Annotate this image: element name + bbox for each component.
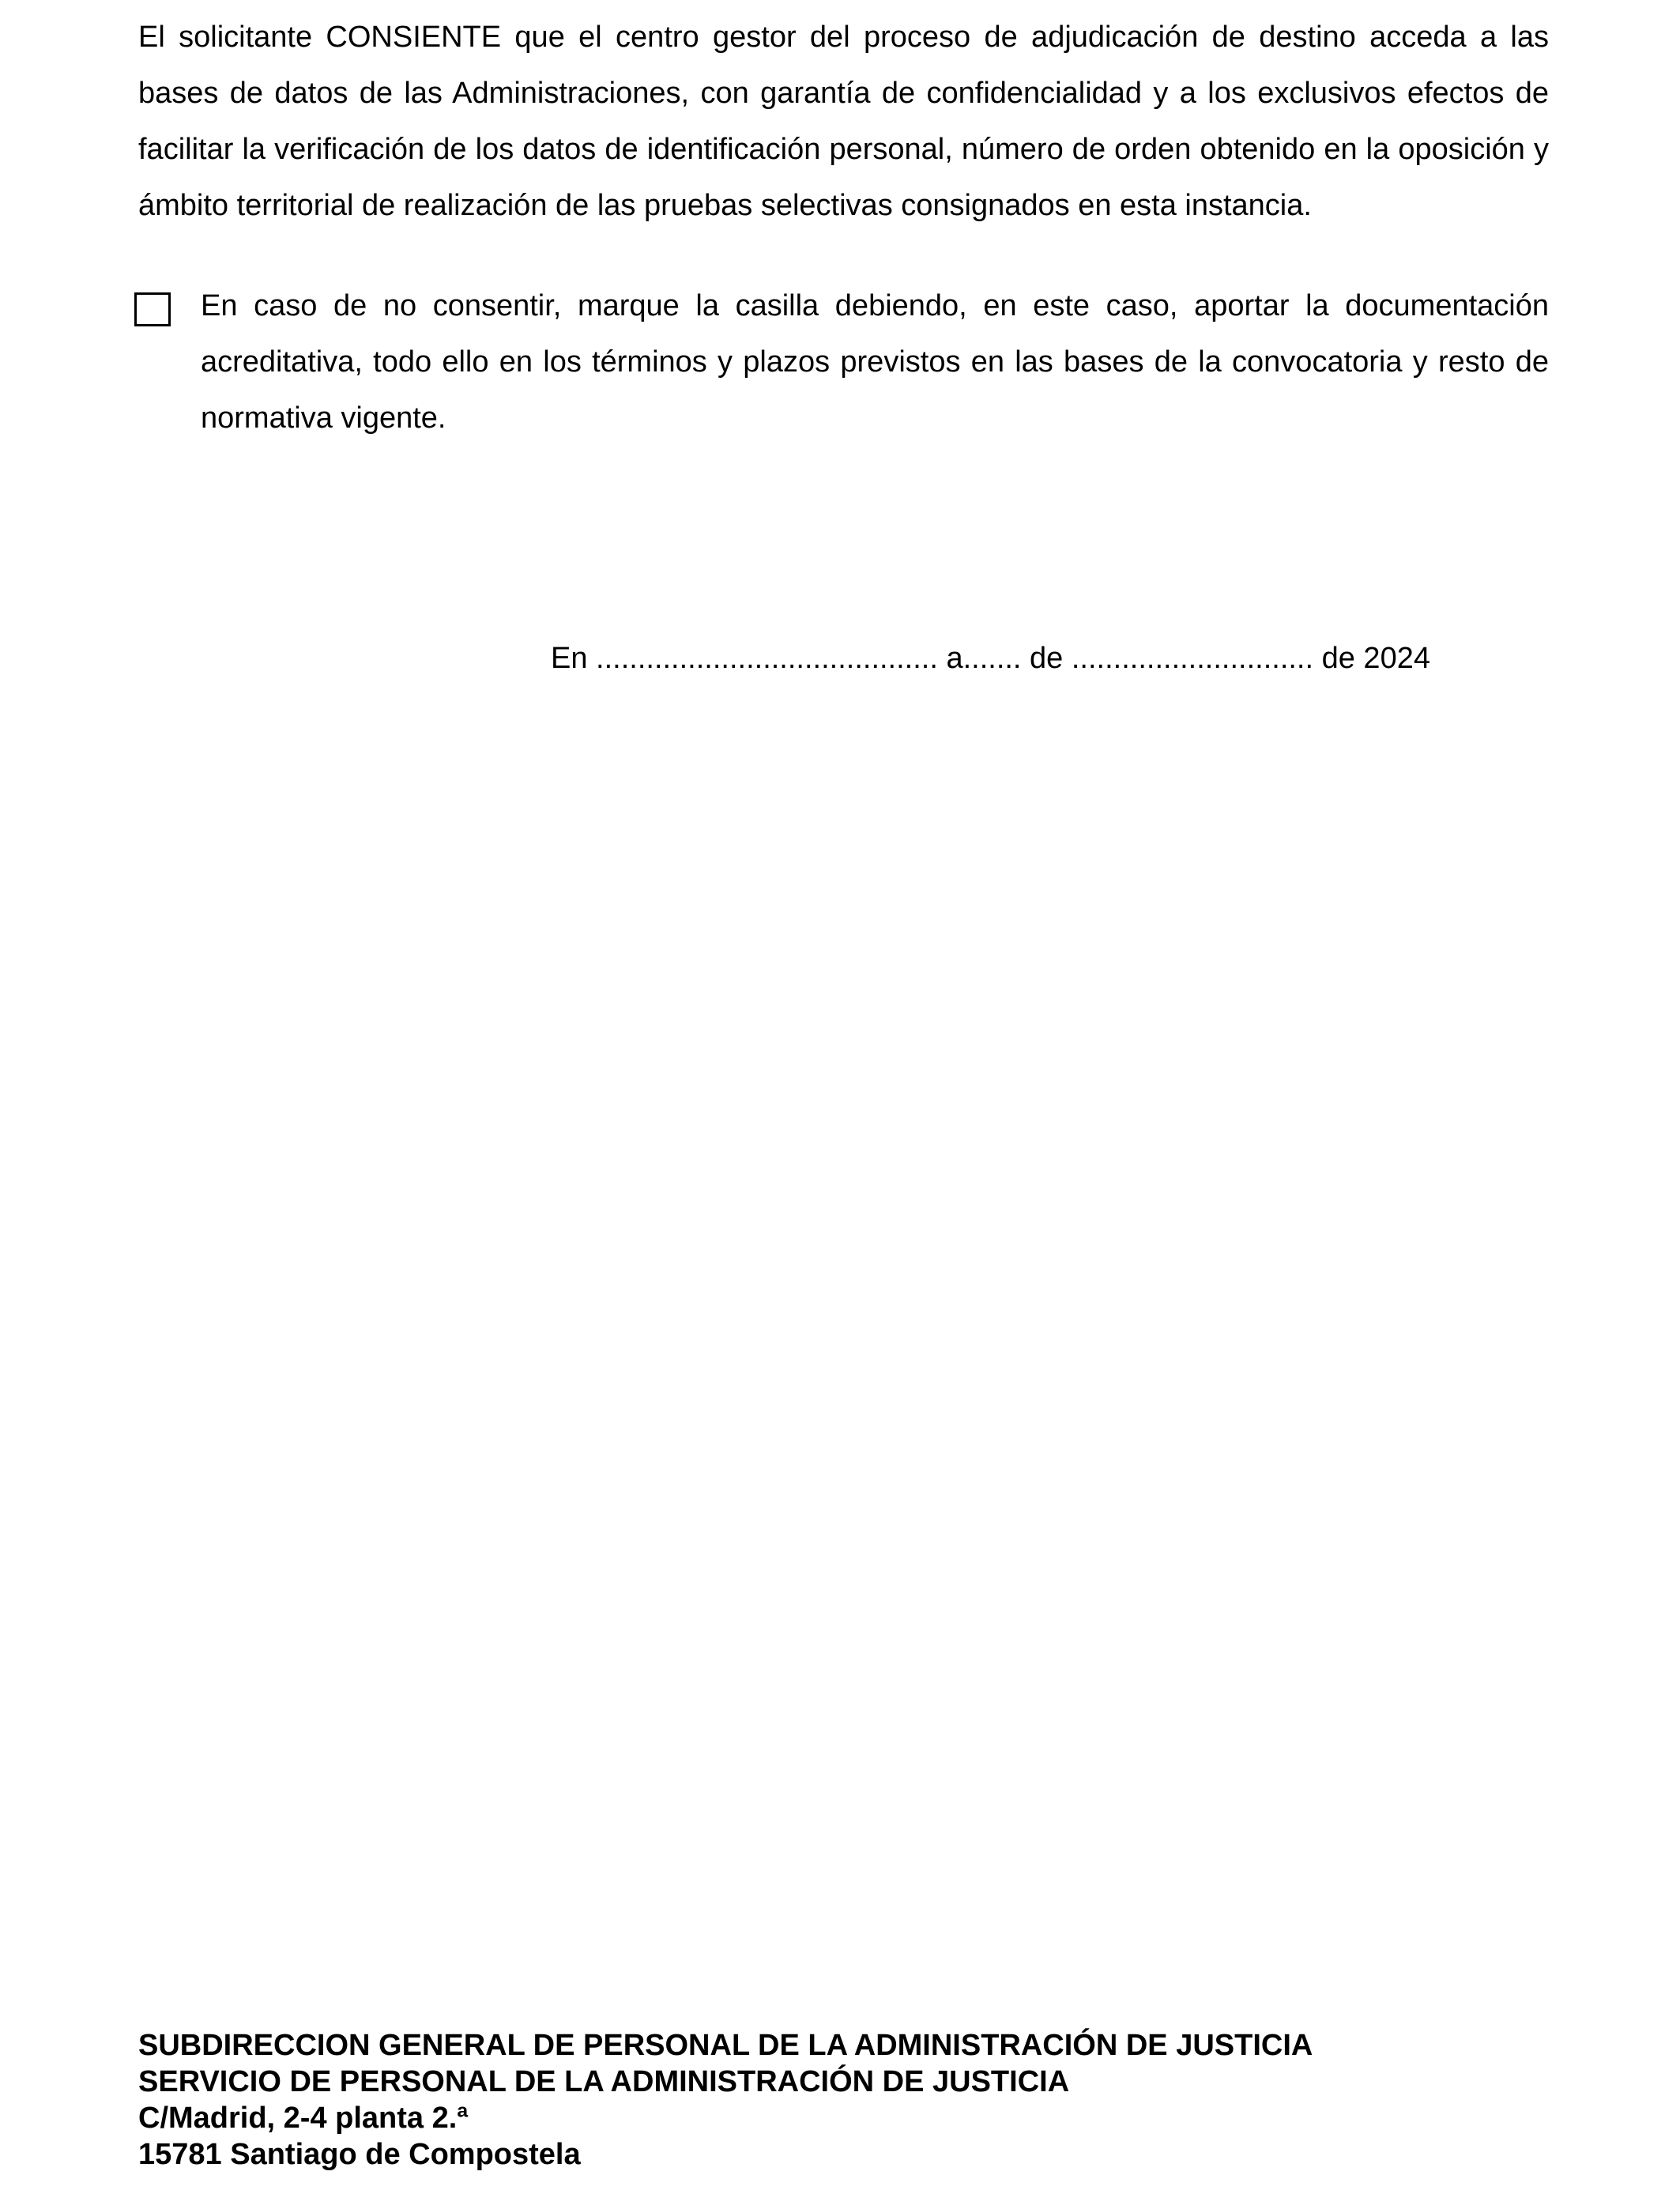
footer-service: SERVICIO DE PERSONAL DE LA ADMINISTRACIÓN DE JUSTICIA	[138, 2065, 1070, 2098]
no-consent-checkbox[interactable]	[134, 292, 171, 326]
footer-street: C/Madrid, 2-4 planta 2.ª	[138, 2102, 469, 2135]
optout-text: En caso de no consentir, marque la casilla debiendo, en este caso, aportar la documentación acreditativa, todo ello en los términos y plazos previstos en las bases de la convocatoria y resto de normativa vigente.	[201, 289, 1549, 435]
footer-department: SUBDIRECCION GENERAL DE PERSONAL DE LA ADMINISTRACIÓN DE JUSTICIA	[138, 2029, 1313, 2062]
place-date-line: En ......................................... a....... de ............................. de 2024	[551, 642, 1430, 675]
footer-city: 15781 Santiago de Compostela	[138, 2138, 581, 2171]
optout-section	[134, 278, 1549, 452]
footer-address-block	[138, 2027, 1561, 2173]
consent-paragraph: El solicitante CONSIENTE que el centro gestor del proceso de adjudicación de destino acceda a las bases de datos de las Administraciones, con garantía de confidencialidad y a los exclusivos efectos de facilitar la verificación de los datos de identificación personal, número de orden obtenido en la oposición y ámbito territorial de realización de las pruebas selectivas consignados en esta instancia.	[138, 21, 1549, 222]
